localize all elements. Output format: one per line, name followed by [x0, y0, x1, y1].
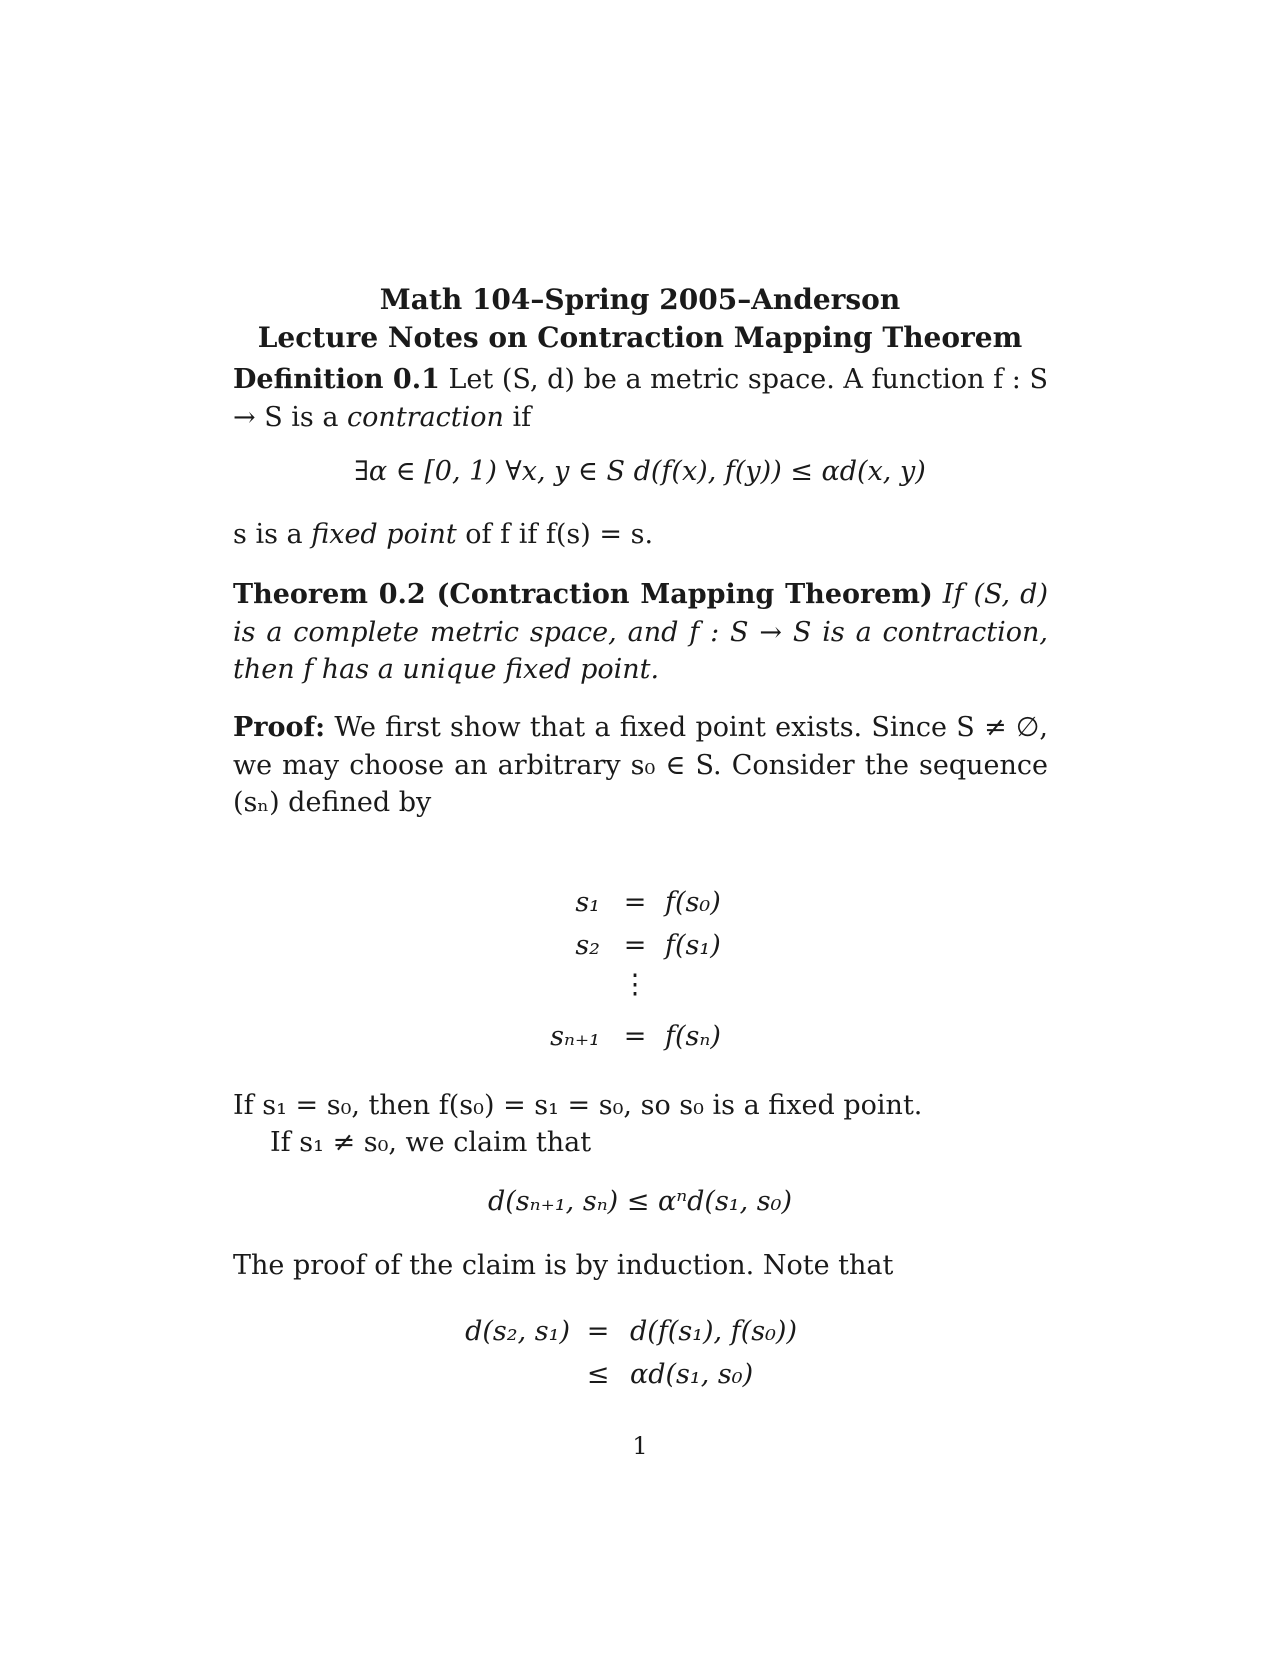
fixed-point-text-b: of f if f(s) = s.: [456, 519, 654, 550]
case-two-text: If s₁ ≠ s₀, we claim that: [270, 1127, 592, 1158]
equation-relation: =: [623, 1021, 647, 1052]
case-one-text: If s₁ = s₀, then f(s₀) = s₁ = s₀, so s₀ is a fixed point.: [233, 1090, 923, 1121]
equation-row: [0, 883, 1280, 923]
fixed-point-text-a: s is a: [233, 519, 312, 550]
proof-text: We first show that a fixed point exists. Since S ≠ ∅, we may choose an arbitrary s₀ ∈ S. Consider the sequence (sₙ) defined by: [233, 712, 1048, 818]
title-line-2: Lecture Notes on Contraction Mapping Theorem: [257, 321, 1023, 354]
equation-lhs: s₁: [575, 887, 600, 918]
equation-row: [0, 1017, 1280, 1057]
equation-row: [0, 1312, 1280, 1352]
page-number: 1: [632, 1432, 648, 1460]
equation-rhs: f(s₁): [665, 930, 721, 961]
equation-lhs: d(s₂, s₁): [465, 1316, 570, 1347]
fixed-point-definition: [233, 516, 1048, 554]
equation-rhs: f(s₀): [665, 887, 721, 918]
proof-paragraph: [233, 709, 1048, 822]
equation-relation: ≤: [586, 1359, 610, 1390]
definition-text-b: if: [503, 401, 532, 433]
equation-lhs: sₙ₊₁: [550, 1021, 600, 1052]
equation-rhs: f(sₙ): [665, 1021, 721, 1052]
equation-row: [0, 1355, 1280, 1395]
equation-rhs: d(f(s₁), f(s₀)): [630, 1316, 797, 1347]
vertical-dots: ⋮: [621, 969, 649, 1000]
equation-relation: =: [586, 1316, 610, 1347]
definition-text-a: Let (S, d) be a metric space. A function f : S → S is a: [233, 364, 1048, 433]
equation-rhs: αd(s₁, s₀): [630, 1359, 754, 1390]
definition-term: contraction: [347, 401, 504, 433]
theorem-statement: If (S, d) is a complete metric space, and f : S → S is a contraction, then f has a unique fixed point.: [233, 579, 1048, 685]
induction-text: The proof of the claim is by induction. Note that: [233, 1250, 894, 1281]
proof-label: Proof:: [233, 712, 326, 743]
title-line-1: Math 104–Spring 2005–Anderson: [379, 283, 901, 316]
definition-paragraph: [233, 361, 1048, 436]
document-title: [0, 281, 1280, 357]
equation-row: [0, 926, 1280, 966]
theorem-label: Theorem 0.2 (Contraction Mapping Theorem): [233, 579, 933, 610]
definition-label: Definition 0.1: [233, 364, 440, 395]
theorem-paragraph: [233, 576, 1048, 689]
contraction-formula: ∃α ∈ [0, 1) ∀x, y ∈ S d(f(x), f(y)) ≤ αd(x, y): [354, 456, 926, 487]
equation-relation: =: [623, 887, 647, 918]
fixed-point-term: fixed point: [311, 519, 457, 550]
equation-relation: =: [623, 930, 647, 961]
equation-lhs: s₂: [575, 930, 600, 961]
claim-formula: d(sₙ₊₁, sₙ) ≤ αⁿd(s₁, s₀): [487, 1186, 793, 1217]
